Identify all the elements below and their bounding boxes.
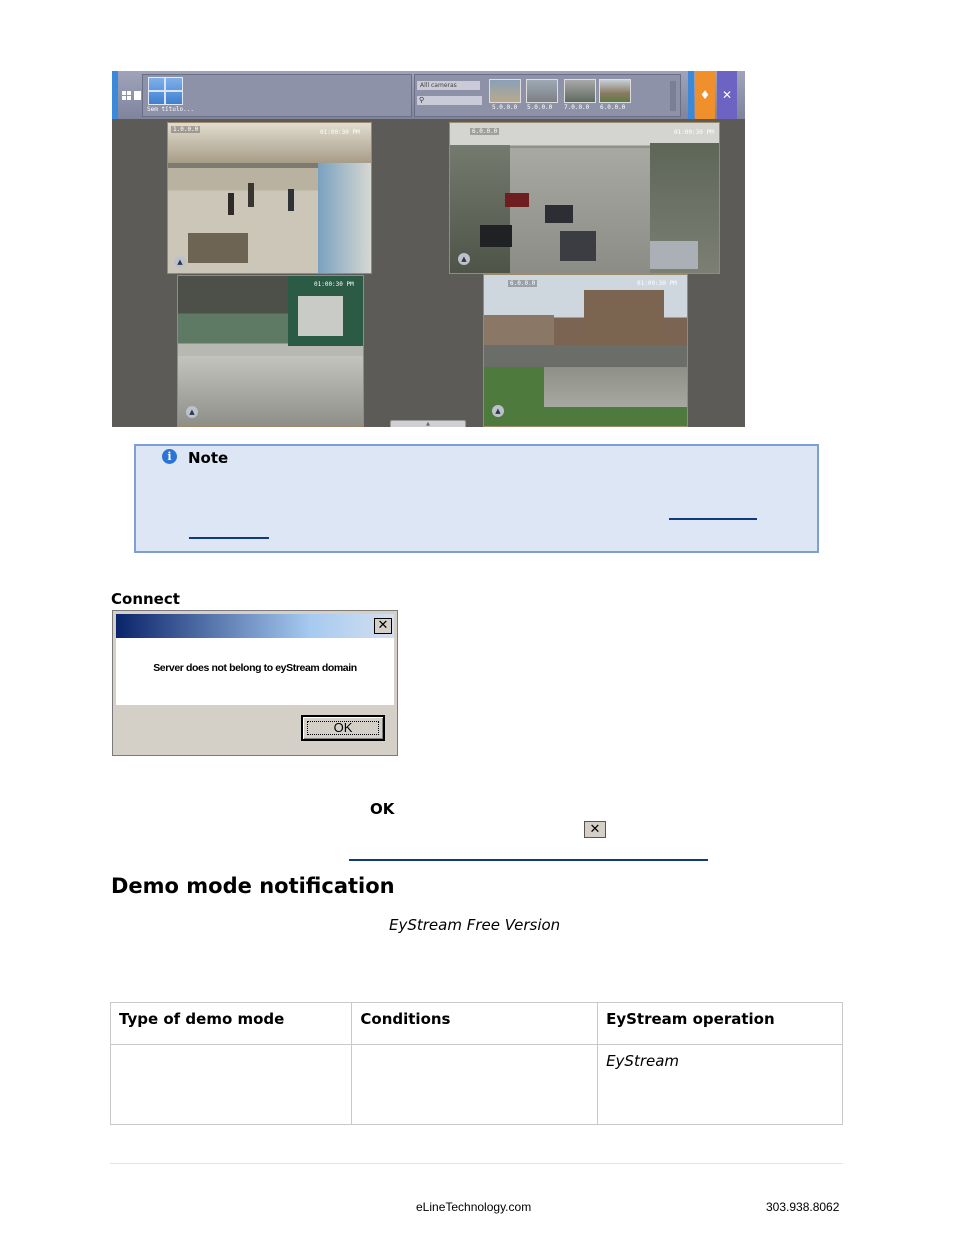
dialog-body	[116, 638, 394, 705]
camera-thumbnail-label: 5.0.0.0	[492, 104, 518, 111]
settings-tools-icon[interactable]: ✕	[717, 71, 737, 119]
cross-reference-link[interactable]	[349, 859, 708, 861]
camera-feed[interactable]	[449, 122, 720, 274]
dialog-message: Server does not belong to eyStream domain	[153, 662, 357, 674]
connect-label: Connect	[111, 590, 180, 608]
info-icon: i	[162, 449, 177, 464]
table-row	[111, 1045, 843, 1125]
toolbar-accent-left	[112, 71, 118, 119]
column-header-operation: EyStream operation	[598, 1003, 843, 1045]
camera-thumbnail[interactable]	[489, 79, 521, 103]
camera-status-icon: ▲	[492, 405, 504, 417]
camera-id-label: 1.0.0.0	[173, 126, 199, 133]
surveillance-client-screenshot	[112, 71, 745, 427]
table-cell	[352, 1045, 598, 1125]
camera-status-icon: ▲	[174, 256, 186, 268]
close-icon[interactable]: ✕	[374, 618, 392, 634]
camera-feed[interactable]	[167, 122, 372, 274]
toolbar-scrollbar[interactable]	[670, 81, 676, 111]
note-title: Note	[188, 449, 229, 467]
footer-website: eLineTechnology.com	[416, 1200, 532, 1214]
ok-reference: OK	[370, 800, 395, 818]
note-box	[134, 444, 819, 553]
column-header-conditions: Conditions	[352, 1003, 598, 1045]
table-header-row	[111, 1003, 843, 1045]
camera-feed[interactable]	[483, 274, 688, 427]
camera-feed[interactable]	[177, 275, 364, 427]
camera-search-input[interactable]	[417, 96, 482, 105]
camera-thumbnail-label: 6.0.0.0	[600, 104, 626, 111]
dialog-titlebar	[116, 614, 394, 638]
camera-timestamp: 01:00:30 PM	[637, 280, 677, 287]
ok-button[interactable]: OK	[301, 715, 385, 741]
camera-timestamp: 01:00:30 PM	[320, 129, 360, 136]
note-link-continuation[interactable]	[189, 537, 269, 539]
camera-filter-select[interactable]: Alll cameras	[417, 81, 480, 90]
footer-divider	[110, 1163, 843, 1164]
footer-phone: 303.938.8062	[766, 1200, 840, 1214]
camera-id-label: 6.0.0.0	[510, 280, 536, 287]
layout-toggle-icon[interactable]	[134, 91, 141, 100]
demo-mode-table	[110, 1002, 843, 1125]
table-cell: EyStream	[598, 1045, 843, 1125]
error-dialog-screenshot	[112, 610, 398, 756]
camera-status-icon: ▲	[186, 406, 198, 418]
client-toolbar	[112, 71, 745, 119]
table-cell	[111, 1045, 352, 1125]
camera-thumbnail[interactable]	[564, 79, 596, 103]
search-icon: ⚲	[419, 96, 425, 104]
camera-timestamp: 01:00:30 PM	[314, 281, 354, 288]
section-heading: Demo mode notification	[111, 874, 395, 898]
camera-thumbnail[interactable]	[599, 79, 631, 103]
layout-thumbnail[interactable]	[148, 77, 183, 105]
alarm-bell-icon[interactable]: ♦	[695, 71, 715, 119]
note-link[interactable]	[669, 518, 757, 520]
free-version-text: EyStream Free Version	[389, 916, 561, 934]
close-button-icon: ✕	[584, 821, 606, 838]
bottom-panel-handle[interactable]: ▲	[390, 420, 466, 427]
layouts-grid-icon[interactable]	[122, 91, 131, 100]
camera-thumbnail[interactable]	[526, 79, 558, 103]
column-header-type: Type of demo mode	[111, 1003, 352, 1045]
camera-timestamp: 01:00:30 PM	[674, 129, 714, 136]
camera-id-label: 6.0.0.0	[472, 128, 498, 135]
layout-label: Sem título...	[147, 106, 194, 113]
camera-thumbnail-label: 5.0.0.0	[527, 104, 553, 111]
camera-status-icon: ▲	[458, 253, 470, 265]
toolbar-accent-right	[688, 71, 694, 119]
camera-thumbnail-label: 7.0.0.0	[564, 104, 590, 111]
